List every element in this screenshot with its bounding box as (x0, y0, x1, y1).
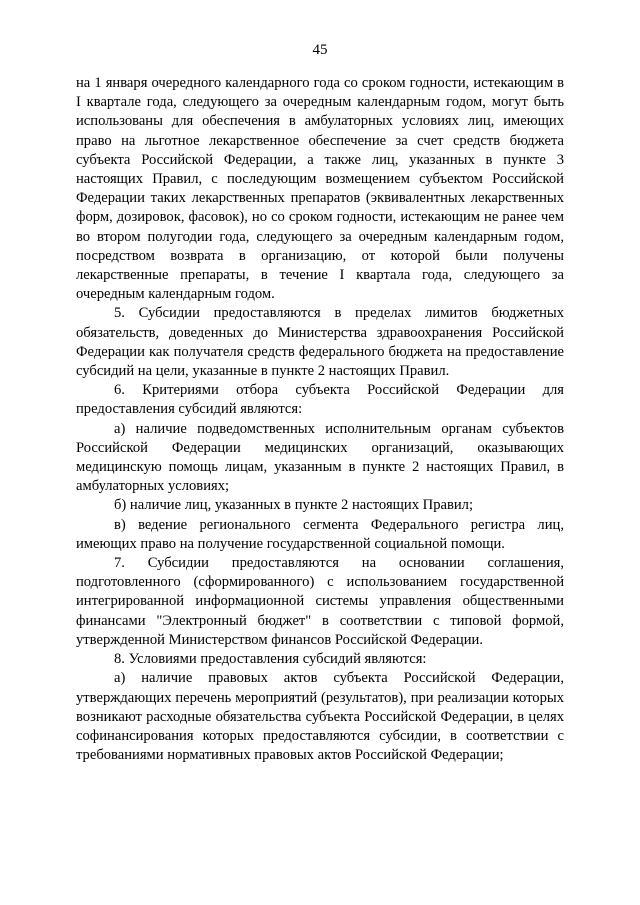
paragraph-item-7: 7. Субсидии предоставляются на основании соглашения, подготовленного (сформированного) с использованием государственной интегрированной информационной системы управления общественными финансами "Электронный бюджет" в соответствии с типовой формой, утвержденной Министерством финансов Российской Федерации. (76, 555, 564, 648)
paragraph-item-6: 6. Критериями отбора субъекта Российской Федерации для предоставления субсидий являются: (76, 382, 564, 418)
page-number: 45 (312, 42, 328, 58)
paragraph-item-6a: а) наличие подведомственных исполнительным органам субъектов Российской Федерации медицинских организаций, оказывающих медицинскую помощь лицам, указанным в пункте 2 настоящих Правил, в амбулаторных условиях; (76, 420, 564, 495)
paragraph-item-8: 8. Условиями предоставления субсидий являются: (114, 651, 427, 668)
paragraph-item-5: 5. Субсидии предоставляются в пределах лимитов бюджетных обязательств, доведенных до Министерства здравоохранения Российской Федерации как получателя средств федерального бюджета на предоставление субсидий на цели, указанные в пункте 2 настоящих Правил. (76, 305, 564, 380)
paragraph-item-6v: в) ведение регионального сегмента Федерального регистра лиц, имеющих право на получение государственной социальной помощи. (76, 516, 564, 552)
document-body (76, 74, 564, 765)
paragraph-item-6b: б) наличие лиц, указанных в пункте 2 настоящих Правил; (114, 497, 474, 514)
paragraph-item-8a: а) наличие правовых актов субъекта Российской Федерации, утверждающих перечень мероприятий (результатов), при реализации которых возникают расходные обязательства субъекта Российской Федерации, в целях софинансирования которых предоставляются субсидии, в соответствии с требованиями нормативных правовых актов Российской Федерации; (76, 670, 564, 764)
paragraph-continuation: на 1 января очередного календарного года со сроком годности, истекающим в I квартале года, следующего за очередным календарным годом, могут быть использованы для обеспечения в амбулаторных условиях лиц, имеющих право на льготное лекарственное обеспечение за счет средств бюджета субъекта Российской Федерации, а также лиц, указанных в пункте 3 настоящих Правил, с последующим возмещением субъектом Российской Федерации таких лекарственных препаратов (эквивалентных лекарственных форм, дозировок, фасовок), но со сроком годности, истекающим не ранее чем во втором полугодии года, следующего за очередным календарным годом, посредством возврата в организацию, от которой были получены лекарственные препараты, в течение I квартала года, следующего за очередным календарным годом. (76, 75, 564, 303)
